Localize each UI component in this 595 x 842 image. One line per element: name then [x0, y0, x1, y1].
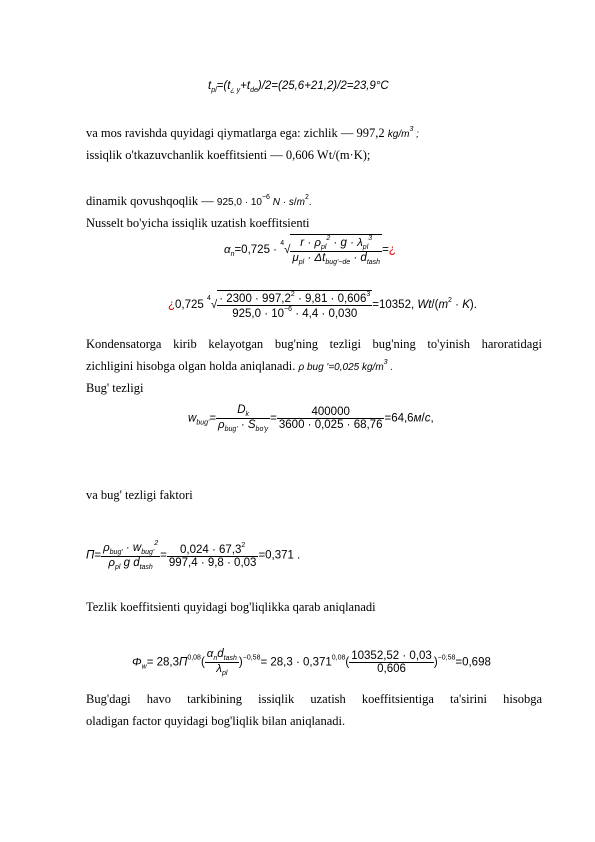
para3-line2: zichligini hisobga olgan holda aniqlanadi. ρ bug '=0,025 $kg/m^3$ .	[86, 359, 394, 373]
formula-pi: П= $\frac{\rho_{bug'} \cdot w_{bug'}^2}{\rho_{pl} g d_{tash}}$ = $\frac{0,024 \cdot 67,3^2}{997,4 \cdot 9,8 \cdot 0,03}$ =0,371 .	[86, 540, 301, 571]
formula-w: $w_{bug'}=$ $\frac{D_k}{\rho_{bug'} \cdot S_{bo'y}}$ = $\frac{400000}{3600 \cdot 0,025 \cdot 68,76}$ =64,6м/с,	[188, 404, 434, 433]
para2-line1: dinamik qovushqoqlik — $925,0 \cdot 10^{-6}$ $N \cdot s/m^2$.	[86, 194, 312, 208]
para3-line1: Kondensatorga kirib kelayotgan bug'ning tezligi bug'ning to'yinish haroratidagi	[86, 337, 542, 351]
formula-tpl: $t_{pl}=(t_{¿ y}+t_{de})/2=(25,6+21,2)/2=23,9^\circ C$	[208, 80, 389, 94]
para6-line1: Bug'dagi havo tarkibining issiqlik uzatish koeffitsientiga ta'sirini hisobga	[86, 692, 542, 706]
formula-alpha-2: ¿0,725 $^4$√ $\frac{\cdot 2300 \cdot 997,2^2 \cdot 9,81 \cdot 0,606^3}{925,0 \cdot 10^{-6} \cdot 4,4 \cdot 0,030}$ =10352, $Wt/(m^2 \cdot K)$.	[168, 291, 477, 320]
para4: va bug' tezligi faktori	[86, 488, 193, 502]
para3-line3: Bug' tezligi	[86, 381, 144, 395]
para6-line2: oladigan factor quyidagi bog'liqlik bilan aniqlanadi.	[86, 714, 346, 728]
para1-line2: issiqlik o'tkazuvchanlik koeffitsienti — 0,606 Wt/(m·K);	[86, 148, 371, 162]
formula-alpha-1: $\alpha_n=0,725 \cdot ^4√$ $\frac{r \cdot \rho_{pl}^2 \cdot g \cdot \lambda_{pl}^3}{\mu_{pl} \cdot \Delta t_{bug'-de} \cdot d_{tash}}$ =¿	[224, 235, 396, 266]
formula-phi: $\Phi_w= 28,3П^{0,08}$( $\frac{\alpha_nd_{tash}}{\lambda_{pl}}$ )$^{-0,58}= 28,3 \cdot 0,371^{0,08}$( $\frac{10352,52 \cdot 0,03}{0,606}$ )$^{-0,58}$=0,698	[132, 648, 491, 677]
para2-line2: Nusselt bo'yicha issiqlik uzatish koeffitsienti	[86, 216, 310, 230]
para1-line1: va mos ravishda quyidagi qiymatlarga ega: zichlik — 997,2 $kg/m^3$ ;	[86, 126, 419, 140]
para5: Tezlik koeffitsienti quyidagi bog'liqlikka qarab aniqlanadi	[86, 600, 376, 614]
